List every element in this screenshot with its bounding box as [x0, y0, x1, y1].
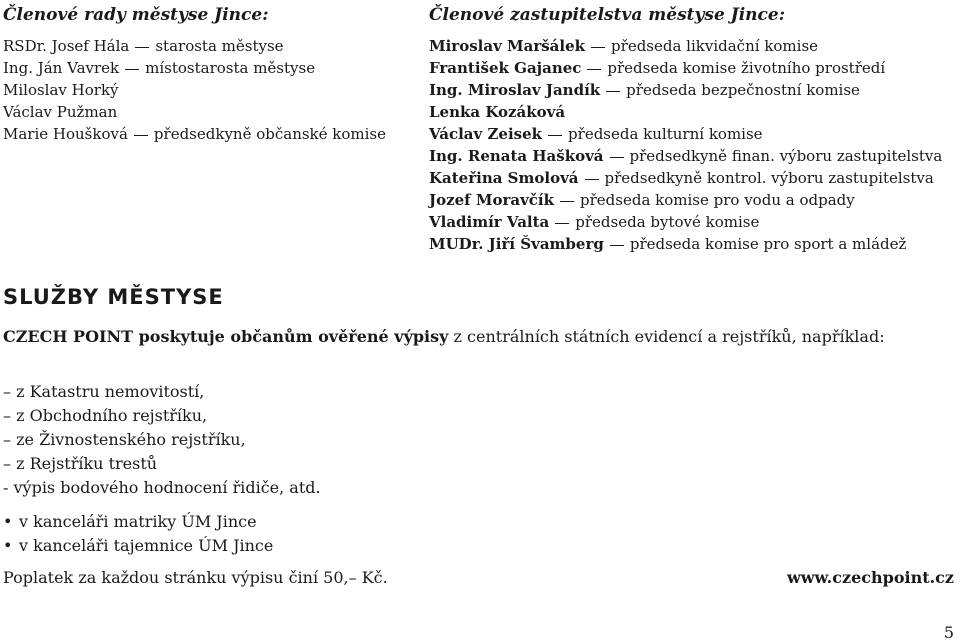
dash-separator — [610, 157, 624, 158]
council-heading: Členové rady městyse Jince: — [3, 5, 269, 25]
assembly-heading: Členové zastupitelstva městyse Jince: — [429, 5, 785, 25]
council-section — [3, 4, 418, 145]
member-name: Vladimír Valta — [429, 213, 550, 231]
council-list — [3, 35, 418, 145]
list-item — [3, 534, 273, 558]
member-role: starosta městyse — [155, 37, 284, 55]
fee-note: Poplatek za každou stránku výpisu činí 50,– Kč. — [3, 568, 388, 587]
assembly-member — [429, 167, 960, 189]
services-intro — [3, 325, 943, 348]
council-member — [3, 79, 418, 101]
assembly-member — [429, 233, 960, 255]
bullet-icon: • — [3, 512, 13, 531]
member-role: předsedkyně kontrol. výboru zastupitelstva — [604, 169, 934, 187]
assembly-member — [429, 79, 960, 101]
list-item: – z Katastru nemovitostí, — [3, 382, 205, 401]
intro-text: z centrálních státních evidencí a rejstříků, například: — [448, 327, 885, 346]
website-link[interactable]: www.czechpoint.cz — [786, 568, 954, 587]
dash-separator — [560, 201, 574, 202]
member-name: Ing. Ján Vavrek — [3, 59, 120, 77]
assembly-member — [429, 57, 960, 79]
member-name: Kateřina Smolová — [429, 169, 579, 187]
member-name: Václav Pužman — [3, 103, 118, 121]
list-item: – ze Živnostenského rejstříku, — [3, 430, 246, 449]
page-number: 5 — [943, 623, 954, 642]
council-member — [3, 123, 418, 145]
list-item — [3, 510, 273, 534]
list-item: - výpis bodového hodnocení řidiče, atd. — [3, 478, 321, 497]
member-name: Ing. Miroslav Jandík — [429, 81, 601, 99]
extract-list — [3, 380, 321, 500]
dash-separator — [555, 223, 569, 224]
member-role: předseda komise pro vodu a odpady — [580, 191, 855, 209]
member-role: předseda komise životního prostředí — [607, 59, 886, 77]
dash-separator — [548, 135, 562, 136]
member-name: Miroslav Maršálek — [429, 37, 586, 55]
assembly-member — [429, 123, 960, 145]
dash-separator — [585, 179, 599, 180]
office-list — [3, 510, 273, 558]
member-name: MUDr. Jiří Švamberg — [429, 235, 604, 253]
member-name: Miloslav Horký — [3, 81, 119, 99]
council-member — [3, 101, 418, 123]
member-name: František Gajanec — [429, 59, 582, 77]
dash-separator — [134, 135, 148, 136]
member-name: Václav Zeisek — [429, 125, 543, 143]
member-role: předseda likvidační komise — [611, 37, 819, 55]
assembly-list — [429, 35, 960, 255]
dash-separator — [610, 245, 624, 246]
dash-separator — [606, 91, 620, 92]
member-name: Marie Houšková — [3, 125, 128, 143]
assembly-member — [429, 211, 960, 233]
assembly-member — [429, 35, 960, 57]
council-member — [3, 35, 418, 57]
member-name: RSDr. Josef Hála — [3, 37, 130, 55]
member-role: předseda bytové komise — [575, 213, 760, 231]
member-name: Lenka Kozáková — [429, 103, 566, 121]
dash-separator — [135, 47, 149, 48]
intro-bold-text: CZECH POINT poskytuje občanům ověřené výpisy — [3, 327, 449, 346]
council-member — [3, 57, 418, 79]
assembly-member — [429, 101, 960, 123]
office-label: v kanceláři tajemnice ÚM Jince — [19, 536, 274, 555]
member-role: místostarosta městyse — [145, 59, 316, 77]
member-name: Ing. Renata Hašková — [429, 147, 604, 165]
services-title: SLUŽBY MĚSTYSE — [3, 285, 224, 309]
list-item: – z Obchodního rejstříku, — [3, 406, 208, 425]
assembly-member — [429, 189, 960, 211]
list-item: – z Rejstříku trestů — [3, 454, 158, 473]
assembly-member — [429, 145, 960, 167]
member-role: předsedkyně občanské komise — [153, 125, 387, 143]
member-name: Jozef Moravčík — [429, 191, 555, 209]
bullet-icon: • — [3, 536, 13, 555]
assembly-section — [429, 4, 960, 255]
member-role: předseda bezpečnostní komise — [626, 81, 860, 99]
dash-separator — [587, 69, 601, 70]
member-role: předsedkyně finan. výboru zastupitelstva — [629, 147, 943, 165]
member-role: předseda kulturní komise — [568, 125, 763, 143]
office-label: v kanceláři matriky ÚM Jince — [19, 512, 257, 531]
dash-separator — [591, 47, 605, 48]
dash-separator — [125, 69, 139, 70]
member-role: předseda komise pro sport a mládež — [629, 235, 907, 253]
